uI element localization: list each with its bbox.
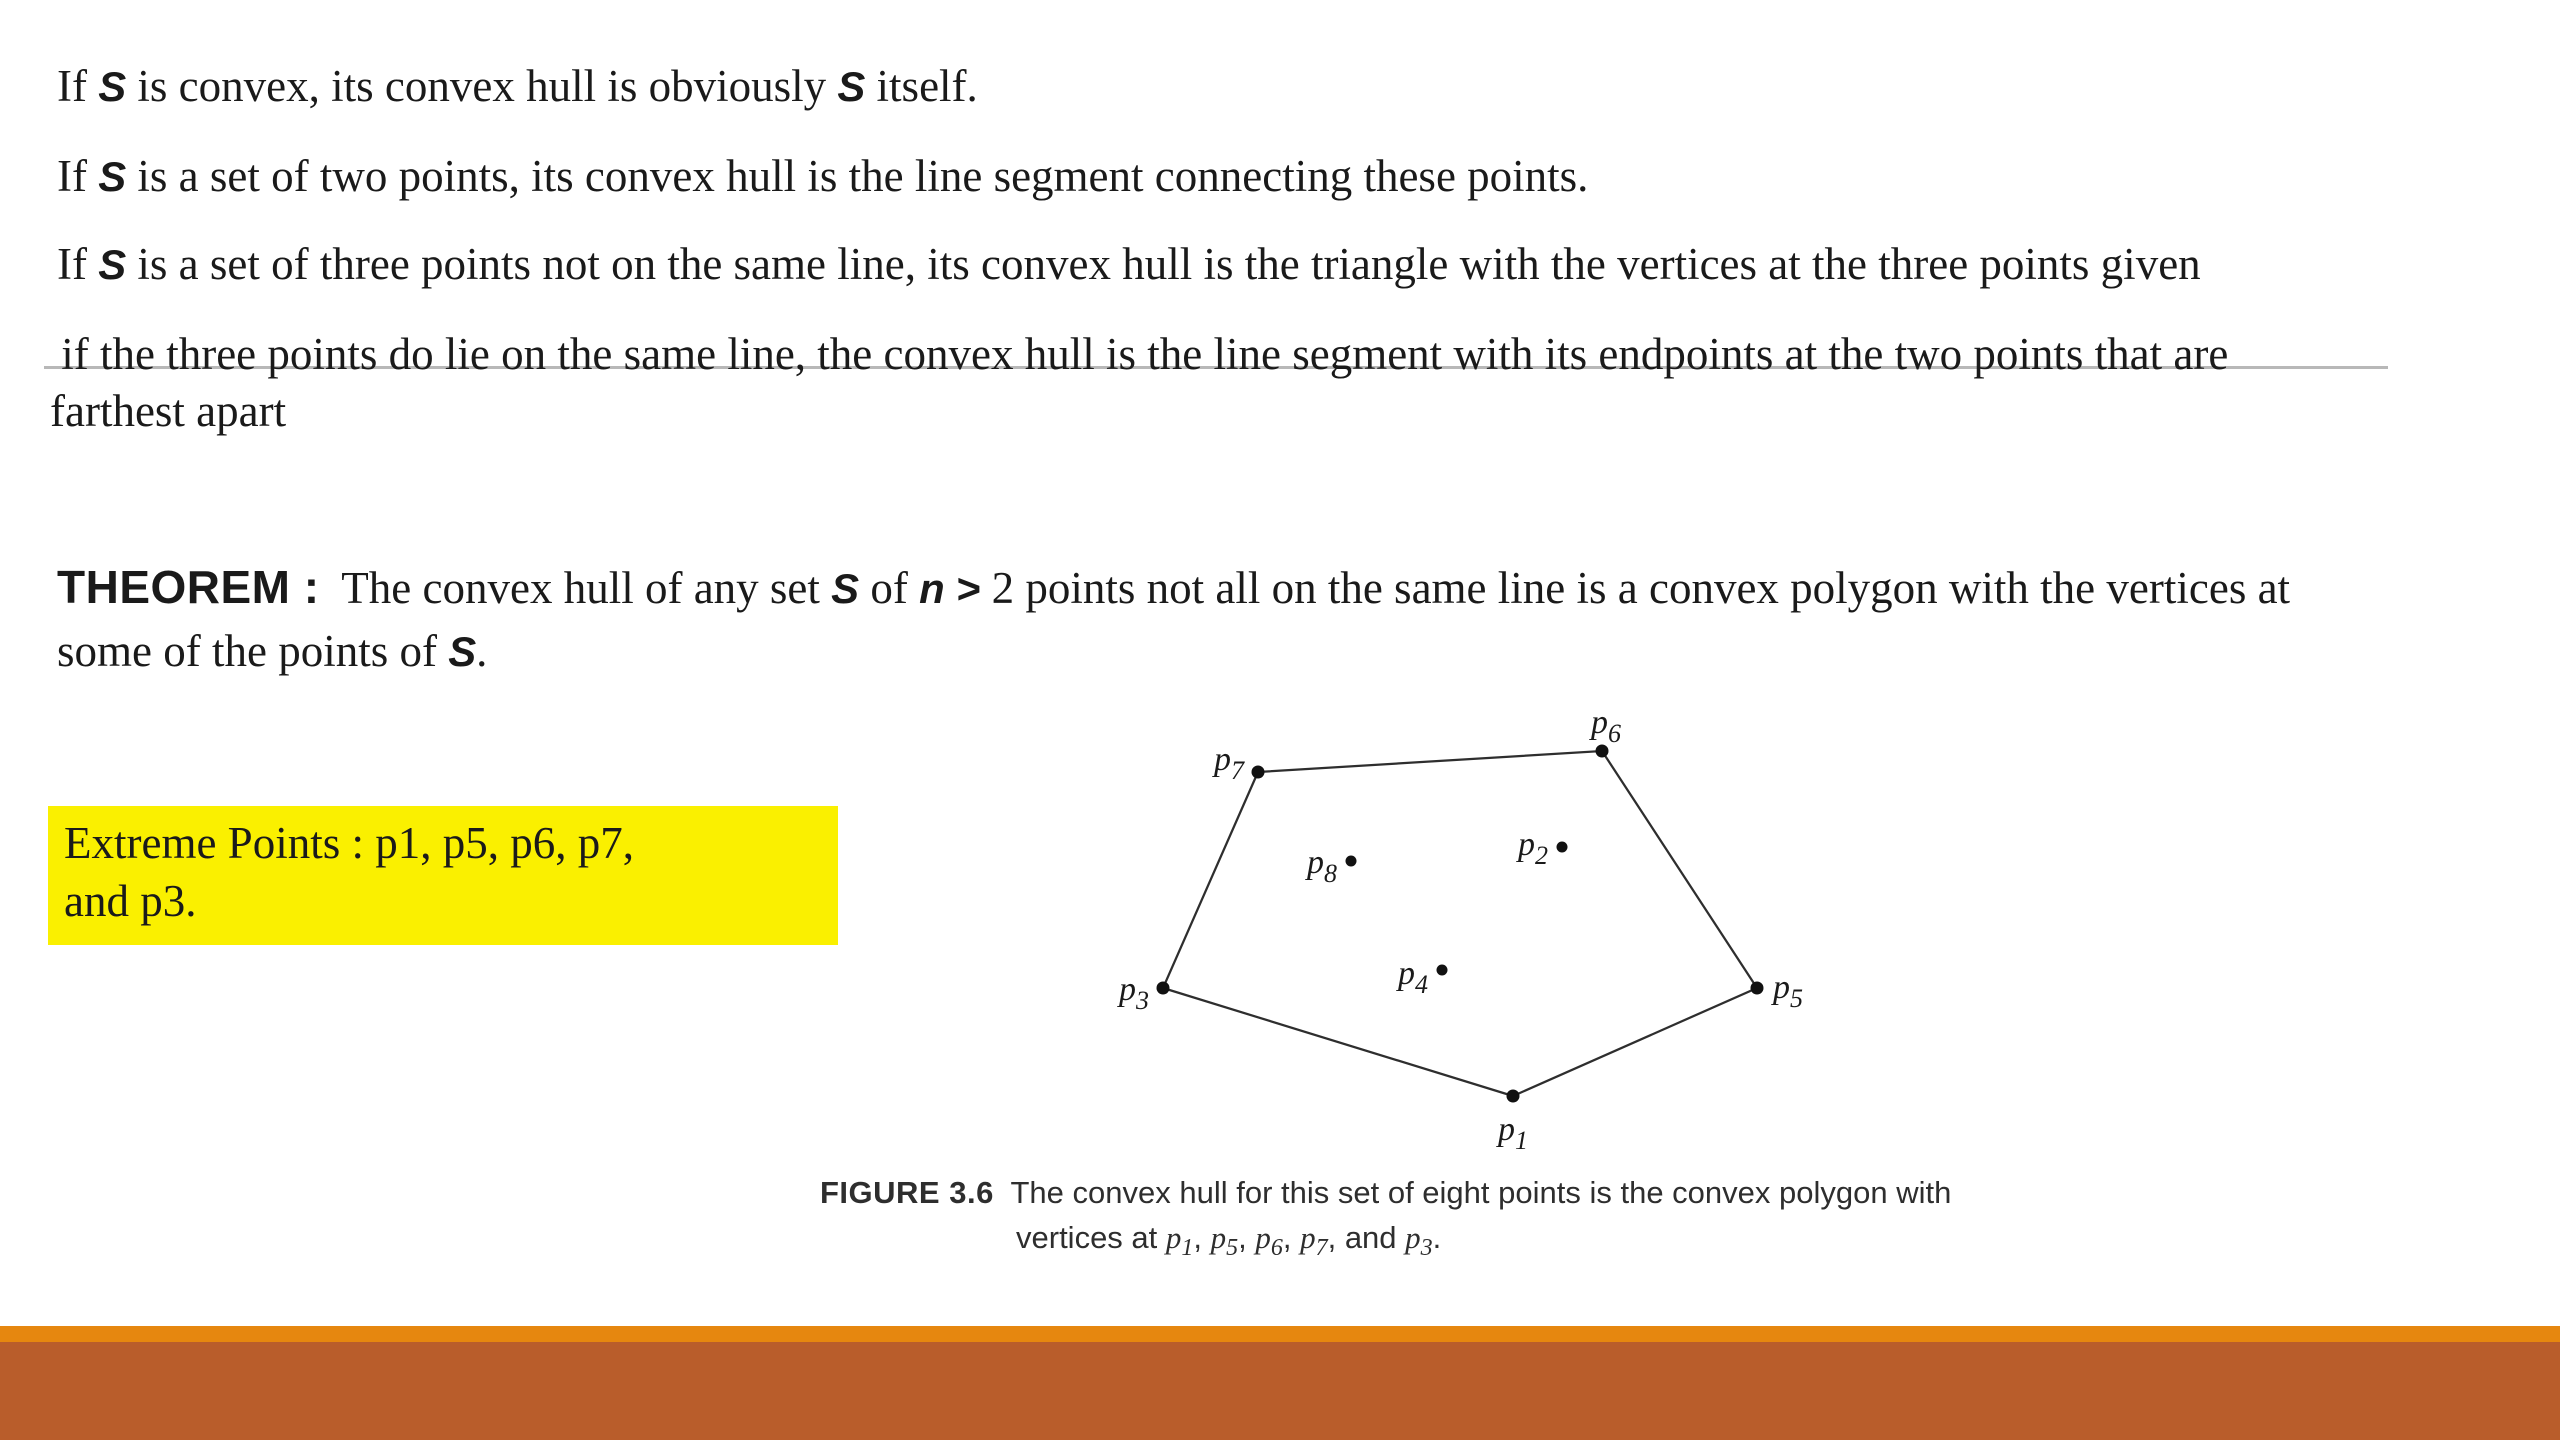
highlight-box <box>48 806 838 945</box>
point-label-p6: $p_6$ <box>1591 704 1621 748</box>
point-dot-p2 <box>1557 842 1568 853</box>
point-dot-p8 <box>1346 856 1357 867</box>
point-label-p3: $p_3$ <box>1119 971 1149 1015</box>
hull-polygon <box>1163 751 1757 1096</box>
point-dot-p6 <box>1596 745 1609 758</box>
point-label-p1: $p_1$ <box>1498 1111 1528 1155</box>
point-label-p5: $p_5$ <box>1773 969 1803 1013</box>
footer-accent-stripe <box>0 1326 2560 1342</box>
extreme-points-note: Extreme Points : p1, p5, p6, p7, and p3. <box>64 818 634 926</box>
point-dot-p4 <box>1437 965 1448 976</box>
point-label-p7: $p_7$ <box>1214 741 1244 785</box>
figure-caption: FIGURE 3.6 The convex hull for this set of eight points is the convex polygon with vertices at $p_1$, $p_5$, $p_6$, $p_7$, and $p_3$. <box>820 1175 1952 1262</box>
point-dot-p3 <box>1157 982 1170 995</box>
point-dot-p7 <box>1252 766 1265 779</box>
paragraph-collinear-case: if the three points do lie on the same line, the convex hull is the line segment with its endpoints at the two points that are farthest apart <box>50 329 2229 436</box>
point-label-p2: $p_2$ <box>1518 826 1548 870</box>
footer-bar <box>0 1342 2560 1440</box>
theorem-statement: THEOREM : The convex hull of any set S of n > 2 points not all on the same line is a convex polygon with the vertices at some of the points of S. <box>57 561 2291 676</box>
point-label-p8: $p_8$ <box>1307 844 1337 888</box>
paragraph-two-points: If S is a set of two points, its convex hull is the line segment connecting these points. <box>57 151 1589 201</box>
point-dot-p5 <box>1751 982 1764 995</box>
paragraph-three-points: If S is a set of three points not on the same line, its convex hull is the triangle with the vertices at the three points given <box>57 239 2201 289</box>
point-label-p4: $p_4$ <box>1398 955 1428 999</box>
paragraph-convex-set: If S is convex, its convex hull is obviously S itself. <box>57 61 978 111</box>
point-dot-p1 <box>1507 1090 1520 1103</box>
convex-hull-figure <box>1100 704 1840 1155</box>
